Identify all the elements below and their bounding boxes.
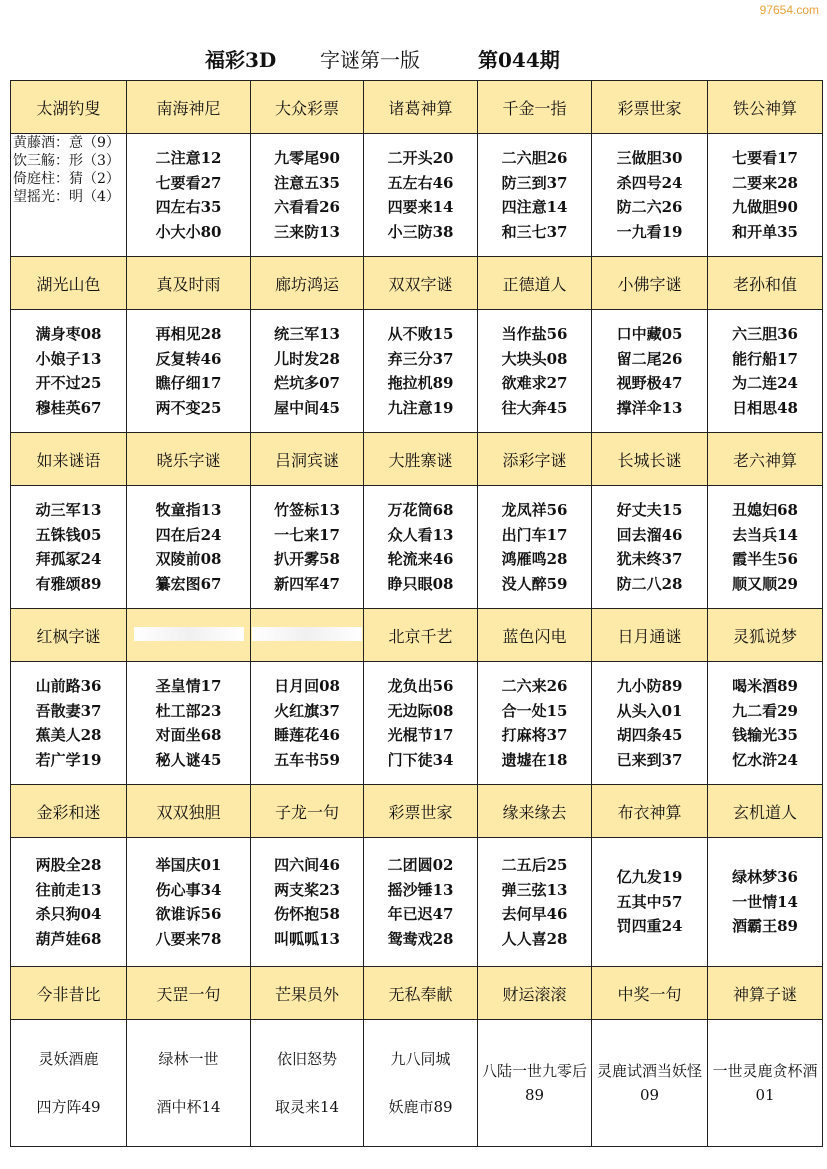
entry-item: 亿九发19 (616, 868, 683, 887)
entry-item: 和开单35 (732, 222, 798, 241)
entry-item: 四注意14 (501, 198, 568, 216)
entries-row (11, 486, 823, 609)
entry-item: 开不过25 (35, 374, 102, 392)
page-title (0, 44, 827, 80)
entry-item: 已来到37 (616, 750, 683, 769)
entry-item: 烂坑多07 (274, 374, 340, 392)
entry-item: 杜工部23 (155, 701, 222, 720)
entry-item: 叫呱呱13 (274, 929, 340, 948)
entry-list (732, 146, 798, 244)
entry-item: 口中藏05 (616, 325, 683, 343)
entry-item: 防三到37 (501, 173, 568, 192)
entry-list (732, 674, 798, 772)
riddle-line: 依旧怒势 (276, 1050, 337, 1068)
column-header: 玄机道人 (708, 785, 823, 838)
entry-cell (364, 1020, 478, 1147)
riddle-line: 九八同城 (390, 1050, 451, 1068)
entry-item: 好丈夫15 (616, 501, 683, 519)
entry-cell (592, 662, 708, 785)
entry-item: 睁只眼08 (387, 574, 454, 593)
column-header: 如来谜语 (11, 433, 127, 486)
entry-item: 再相见28 (155, 325, 222, 343)
entry-item: 两股全28 (35, 856, 102, 874)
entry-item: 蕉美人28 (35, 726, 102, 744)
entry-list (36, 853, 102, 951)
entry-item: 欲难求27 (501, 374, 568, 392)
entry-list (156, 674, 222, 772)
entry-item: 拖拉机89 (387, 374, 454, 392)
entry-item: 四要来14 (387, 198, 454, 216)
entry-item: 五其中57 (616, 892, 683, 911)
entry-item: 从不败15 (387, 325, 454, 343)
entry-item: 无边际08 (387, 701, 454, 720)
entry-cell (251, 838, 364, 967)
entry-cell (127, 486, 251, 609)
riddle-line: 灵鹿试酒当妖怪09 (596, 1061, 702, 1104)
entry-item: 四六间46 (274, 856, 340, 874)
entry-list (36, 322, 102, 420)
entry-list (156, 146, 222, 244)
riddle-table (10, 80, 823, 1147)
entry-item: 双陵前08 (155, 550, 222, 568)
entries-row (11, 310, 823, 433)
entry-list (388, 498, 454, 596)
entry-cell (364, 310, 478, 433)
entry-item: 龙负出56 (387, 677, 454, 695)
entry-item: 反复转46 (155, 349, 222, 368)
entry-item: 伤怀抱58 (274, 905, 340, 923)
entry-item: 摇沙锤13 (387, 880, 454, 899)
column-header: 真及时雨 (127, 257, 251, 310)
entry-item: 二五后25 (501, 856, 568, 874)
entry-item: 忆水浒24 (732, 750, 798, 769)
entry-item: 秘人谜45 (155, 750, 222, 769)
entry-item: 弃三分37 (387, 349, 454, 368)
entry-cell (478, 662, 592, 785)
entry-item: 光棍节17 (387, 726, 454, 744)
entry-item: 酒霸王89 (732, 917, 798, 936)
entry-item: 没人醉59 (501, 574, 568, 593)
entry-item: 五左右46 (387, 173, 454, 192)
column-header: 湖光山色 (11, 257, 127, 310)
entry-item: 二要来28 (732, 173, 798, 192)
entry-cell (11, 310, 127, 433)
entry-item: 伤心事34 (155, 880, 222, 899)
entry-cell (478, 310, 592, 433)
entry-item: 睡莲花46 (274, 726, 340, 744)
column-header: 红枫字谜 (11, 609, 127, 662)
entry-item: 若广学19 (35, 750, 102, 769)
entry-item: 九注意19 (387, 398, 454, 417)
column-header: 千金一指 (478, 81, 592, 134)
entry-item: 往大奔45 (501, 398, 568, 417)
entry-item: 出门车17 (501, 525, 568, 544)
entry-list (274, 498, 340, 596)
legend-item: 倚庭柱：猜（2） (13, 171, 120, 187)
entry-item: 鸿雁鸣28 (501, 550, 568, 568)
entry-item: 七要看27 (155, 173, 222, 192)
header-row (11, 81, 823, 134)
column-header: 彩票世家 (364, 785, 478, 838)
entry-item: 胡四条45 (616, 726, 683, 744)
column-header: 缘来缘去 (478, 785, 592, 838)
entry-item: 从头入01 (616, 701, 683, 720)
entry-list (156, 853, 222, 951)
column-header: 南海神尼 (127, 81, 251, 134)
entry-item: 和三七37 (501, 222, 568, 241)
entry-item: 山前路36 (35, 677, 102, 695)
entry-list (502, 498, 568, 596)
entry-cell (708, 310, 823, 433)
entry-cell (708, 1020, 823, 1147)
entry-item: 有雅颂89 (35, 574, 102, 593)
entry-item: 打麻将37 (501, 726, 568, 744)
blurred-header (134, 627, 244, 641)
entry-item: 轮流来46 (387, 550, 454, 568)
entry-item: 瞧仔细17 (155, 374, 222, 392)
entry-item: 葫芦娃68 (35, 929, 102, 948)
entry-item: 五铢钱05 (35, 525, 102, 544)
entry-item: 撑洋伞13 (616, 398, 683, 417)
entry-item: 万花筒68 (387, 501, 454, 519)
entry-list (274, 146, 340, 244)
entry-cell (592, 1020, 708, 1147)
entry-item: 一七来17 (274, 525, 340, 544)
column-header: 灵狐说梦 (708, 609, 823, 662)
header-row (11, 257, 823, 310)
entry-item: 年已迟47 (387, 905, 454, 923)
entry-item: 五车书59 (274, 750, 340, 769)
entry-item: 三来防13 (274, 222, 340, 241)
entry-list (274, 674, 340, 772)
entry-item: 小三防38 (387, 222, 454, 241)
legend-item: 黄藤酒：意（9） (13, 135, 120, 151)
entry-item: 六看看26 (274, 198, 340, 216)
entry-item: 六三胆36 (732, 325, 798, 343)
riddle-pair (388, 1046, 452, 1120)
entry-item: 二注意12 (155, 149, 222, 167)
header-row (11, 967, 823, 1020)
entry-list (388, 674, 454, 772)
column-header (251, 609, 364, 662)
header-row (11, 609, 823, 662)
entry-item: 顺又顺29 (732, 574, 798, 593)
entry-item: 二开头20 (387, 149, 454, 167)
entry-item: 满身枣08 (35, 325, 102, 343)
entry-list (617, 146, 683, 244)
entry-cell (251, 310, 364, 433)
entry-list (156, 498, 222, 596)
entry-item: 合一处15 (501, 701, 568, 720)
blurred-header (252, 627, 362, 641)
entry-list (502, 674, 568, 772)
header-row (11, 433, 823, 486)
entry-item: 门下徒34 (387, 750, 454, 769)
entry-item: 日月回08 (274, 677, 340, 695)
column-header: 芒果员外 (251, 967, 364, 1020)
site-watermark: 97654.com (759, 3, 819, 17)
column-header: 神算子谜 (708, 967, 823, 1020)
entry-cell (478, 134, 592, 257)
entry-item: 统三军13 (274, 325, 340, 343)
entry-item: 罚四重24 (616, 917, 683, 936)
entry-cell (127, 662, 251, 785)
column-header: 无私奉献 (364, 967, 478, 1020)
column-header (127, 609, 251, 662)
entry-cell (364, 134, 478, 257)
entry-item: 为二连24 (732, 374, 798, 392)
entry-cell (127, 134, 251, 257)
entry-item: 防二六26 (616, 198, 683, 216)
column-header: 添彩字谜 (478, 433, 592, 486)
legend-item: 望摇光：明（4） (13, 189, 120, 205)
entry-list (388, 853, 454, 951)
entry-item: 注意五35 (274, 173, 340, 192)
column-header: 日月通谜 (592, 609, 708, 662)
entry-cell (708, 662, 823, 785)
entry-cell (251, 134, 364, 257)
entry-item: 穆桂英67 (35, 398, 102, 417)
column-header: 大胜寨谜 (364, 433, 478, 486)
entry-cell (592, 486, 708, 609)
title-issue: 第044期 (478, 48, 560, 72)
title-lottery: 福彩3D (205, 48, 277, 72)
entry-item: 犹未终37 (616, 550, 683, 568)
entry-item: 屋中间45 (274, 398, 340, 417)
entry-item: 动三军13 (35, 501, 102, 519)
legend (11, 134, 126, 206)
column-header: 吕洞宾谜 (251, 433, 364, 486)
column-header: 布衣神算 (592, 785, 708, 838)
entry-item: 去何早46 (501, 905, 568, 923)
entry-item: 吾散妻37 (35, 701, 102, 720)
column-header: 长城长谜 (592, 433, 708, 486)
entry-cell (11, 486, 127, 609)
column-header: 子龙一句 (251, 785, 364, 838)
entry-item: 喝米酒89 (732, 677, 798, 695)
entry-item: 九二看29 (732, 701, 798, 720)
entry-item: 九小防89 (616, 677, 683, 695)
entry-item: 圣皇情17 (155, 677, 222, 695)
entry-cell (364, 838, 478, 967)
entry-cell (708, 838, 823, 967)
entry-item: 二团圆02 (387, 856, 454, 874)
riddle-line: 绿林一世 (158, 1050, 219, 1068)
entry-item: 欲谁诉56 (155, 905, 222, 923)
entry-item: 钱输光35 (732, 726, 798, 744)
entry-item: 儿时发28 (274, 349, 340, 368)
column-header: 廊坊鸿运 (251, 257, 364, 310)
entry-item: 二六胆26 (501, 149, 568, 167)
entry-item: 三做胆30 (616, 149, 683, 167)
entry-cell (592, 838, 708, 967)
entry-cell (592, 310, 708, 433)
entry-list (732, 322, 798, 420)
entry-item: 回去溜46 (616, 525, 683, 544)
entry-item: 视野极47 (616, 374, 683, 392)
entry-list (502, 853, 568, 951)
riddle-pair (156, 1046, 220, 1120)
entry-cell (11, 662, 127, 785)
column-header: 中奖一句 (592, 967, 708, 1020)
riddle-line: 灵妖酒鹿 (38, 1050, 99, 1068)
entry-item: 遗墟在18 (501, 750, 568, 769)
column-header: 财运滚滚 (478, 967, 592, 1020)
entry-item: 当作盐56 (501, 325, 568, 343)
entries-row (11, 1020, 823, 1147)
entry-item: 小大小80 (155, 222, 222, 241)
riddle-line: 八陆一世九零后89 (482, 1061, 588, 1104)
entry-list (732, 498, 798, 596)
riddle-line: 妖鹿市89 (388, 1098, 453, 1116)
entry-cell (127, 838, 251, 967)
column-header: 正德道人 (478, 257, 592, 310)
entry-list (617, 322, 683, 420)
column-header: 双双字谜 (364, 257, 478, 310)
entry-list (732, 865, 798, 939)
entry-list (617, 674, 683, 772)
riddle-line: 取灵来14 (274, 1098, 340, 1116)
entry-cell (364, 662, 478, 785)
entry-item: 两支桨23 (274, 880, 340, 899)
riddle-line: 一世灵鹿贪杯酒01 (712, 1061, 818, 1104)
entry-cell (251, 1020, 364, 1147)
entry-item: 九零尾90 (274, 149, 340, 167)
entries-row (11, 662, 823, 785)
entry-item: 九做胆90 (732, 198, 798, 216)
entry-item: 绿林梦36 (732, 868, 798, 887)
column-header: 老孙和值 (708, 257, 823, 310)
entry-item: 霞半生56 (732, 550, 798, 568)
column-header: 天罡一句 (127, 967, 251, 1020)
header-row (11, 785, 823, 838)
entry-item: 两不变25 (155, 398, 222, 417)
entry-item: 拜孤冢24 (35, 550, 102, 568)
entry-list (36, 498, 102, 596)
entry-cell (251, 662, 364, 785)
column-header: 今非昔比 (11, 967, 127, 1020)
entry-cell (127, 1020, 251, 1147)
entry-item: 四在后24 (155, 525, 222, 544)
entry-item: 对面坐68 (155, 726, 222, 744)
column-header: 小佛字谜 (592, 257, 708, 310)
entry-list (502, 146, 568, 244)
entry-cell (478, 838, 592, 967)
entry-cell (708, 486, 823, 609)
entry-cell (478, 486, 592, 609)
entries-row (11, 838, 823, 967)
entry-item: 扒开雾58 (274, 550, 340, 568)
column-header: 晓乐字谜 (127, 433, 251, 486)
entry-item: 人人喜28 (501, 929, 568, 948)
entry-item: 新四军47 (274, 574, 340, 593)
entry-list (617, 865, 683, 939)
entry-item: 鸳鸯戏28 (387, 929, 454, 948)
entry-item: 杀只狗04 (35, 905, 102, 923)
column-header: 北京千艺 (364, 609, 478, 662)
entry-list (156, 322, 222, 420)
title-edition: 字谜第一版 (320, 48, 420, 72)
entry-cell (592, 134, 708, 257)
riddle-pair (36, 1046, 100, 1120)
entry-item: 小娘子13 (35, 349, 102, 368)
entry-list (617, 498, 683, 596)
entry-cell (11, 134, 127, 257)
entry-cell (11, 1020, 127, 1147)
entry-item: 举国庆01 (155, 856, 222, 874)
column-header: 诸葛神算 (364, 81, 478, 134)
riddle-pair (275, 1046, 339, 1120)
entry-item: 去当兵14 (732, 525, 798, 544)
entry-item: 大块头08 (501, 349, 568, 368)
column-header: 双双独胆 (127, 785, 251, 838)
column-header: 大众彩票 (251, 81, 364, 134)
entry-item: 七要看17 (732, 149, 798, 167)
entry-item: 防二八28 (616, 574, 683, 593)
entry-cell (127, 310, 251, 433)
entry-list (388, 322, 454, 420)
column-header: 铁公神算 (708, 81, 823, 134)
entry-list (388, 146, 454, 244)
legend-item: 饮三觞：形（3） (13, 153, 120, 169)
entry-item: 众人看13 (387, 525, 454, 544)
column-header: 彩票世家 (592, 81, 708, 134)
entry-list (36, 674, 102, 772)
entry-item: 往前走13 (35, 880, 102, 899)
entry-item: 纂宏图67 (155, 574, 222, 593)
column-header: 蓝色闪电 (478, 609, 592, 662)
entry-item: 四左右35 (155, 198, 222, 216)
riddle-line: 酒中杯14 (156, 1098, 221, 1116)
entry-list (274, 322, 340, 420)
entry-cell (11, 838, 127, 967)
entry-cell (251, 486, 364, 609)
entry-item: 日相思48 (732, 398, 798, 417)
entry-list (274, 853, 340, 951)
riddle-line: 四方阵49 (36, 1098, 101, 1116)
entry-item: 火红旗37 (274, 701, 340, 720)
entry-item: 丑媳妇68 (732, 501, 798, 519)
entry-item: 一世情14 (732, 892, 798, 911)
column-header: 太湖钓叟 (11, 81, 127, 134)
column-header: 金彩和迷 (11, 785, 127, 838)
entry-item: 弹三弦13 (501, 880, 568, 899)
entry-item: 龙凤祥56 (501, 501, 568, 519)
entry-cell (478, 1020, 592, 1147)
entry-cell (708, 134, 823, 257)
entry-item: 二六来26 (501, 677, 568, 695)
entry-item: 牧童指13 (155, 501, 222, 519)
entry-list (502, 322, 568, 420)
entries-row (11, 134, 823, 257)
entry-cell (364, 486, 478, 609)
entry-item: 八要来78 (155, 929, 222, 948)
column-header: 老六神算 (708, 433, 823, 486)
entry-item: 竹签标13 (274, 501, 340, 519)
entry-item: 能行船17 (732, 349, 798, 368)
entry-item: 留二尾26 (616, 349, 683, 368)
entry-item: 一九看19 (616, 222, 683, 241)
entry-item: 杀四号24 (616, 173, 683, 192)
